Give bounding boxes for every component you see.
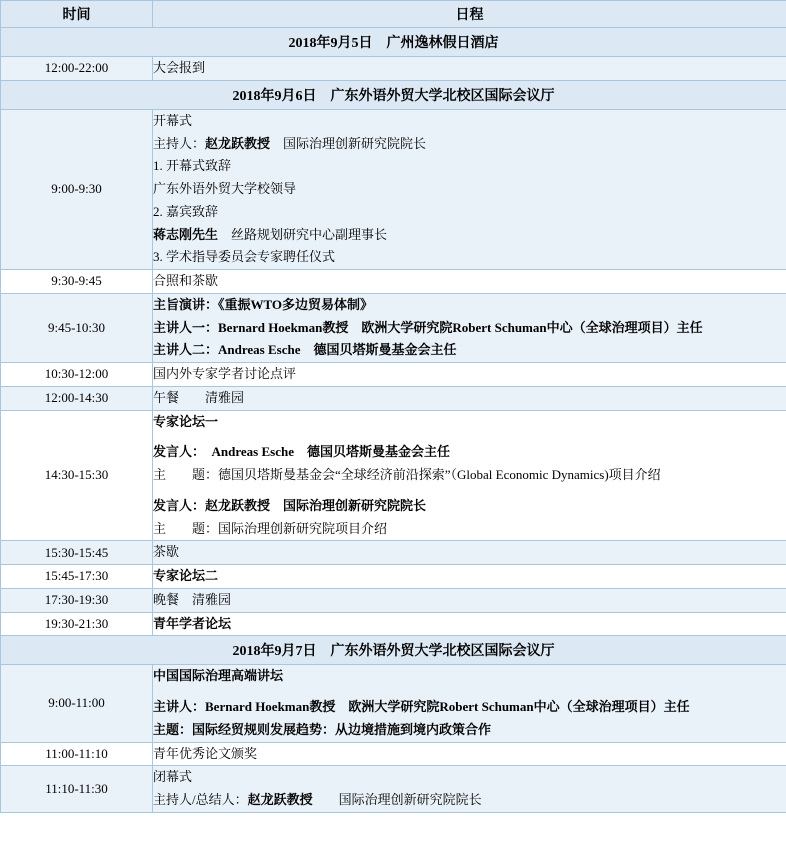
time-cell: 10:30-12:00: [1, 363, 153, 387]
program-line: 主 题：德国贝塔斯曼基金会“全球经济前沿探索”（Global Economic Dynamics)项目介绍: [153, 467, 661, 482]
time-cell: 9:30-9:45: [1, 270, 153, 294]
table-row: [1, 612, 786, 636]
time-cell: 15:45-17:30: [1, 565, 153, 589]
table-row: [1, 588, 786, 612]
program-cell: [153, 109, 786, 269]
program-cell: [153, 665, 786, 742]
program-line: 青年学者论坛: [153, 615, 232, 631]
program-cell: [153, 410, 786, 541]
header-row: [1, 1, 786, 28]
program-line: 大会报到: [153, 60, 206, 75]
program-line: 国内外专家学者讨论点评: [153, 366, 297, 381]
program-line: 开幕式: [153, 112, 193, 128]
program-line: 专家论坛二: [153, 568, 219, 583]
spacer: [153, 433, 786, 441]
program-cell: [153, 588, 786, 612]
spacer: [153, 688, 786, 696]
program-line: 主讲人：Bernard Hoekman教授 欧洲大学研究院Robert Schuman中心（全球治理项目）主任: [153, 699, 690, 714]
table-row: [1, 57, 786, 81]
time-cell: 14:30-15:30: [1, 410, 153, 541]
time-cell: 12:00-14:30: [1, 386, 153, 410]
session-header-row: [1, 28, 786, 57]
program-cell: [153, 363, 786, 387]
program-line: 主题：国际经贸规则发展趋势：从边境措施到境内政策合作: [153, 721, 492, 737]
table-row: [1, 541, 786, 565]
table-row: [1, 293, 786, 362]
program-line: 合照和茶歇: [153, 273, 219, 288]
time-cell: 9:00-9:30: [1, 109, 153, 269]
program-line: 主讲人二：Andreas Esche 德国贝塔斯曼基金会主任: [153, 342, 457, 358]
program-line: 青年优秀论文颁奖: [153, 745, 258, 761]
table-row: [1, 363, 786, 387]
time-cell: 17:30-19:30: [1, 588, 153, 612]
table-row: [1, 766, 786, 813]
column-header-time: 时间: [1, 1, 153, 28]
table-row: [1, 410, 786, 541]
program-line: 3. 学术指导委员会专家聘任仪式: [153, 249, 336, 265]
time-cell: 9:00-11:00: [1, 665, 153, 742]
table-row: [1, 109, 786, 269]
program-cell: [153, 270, 786, 294]
program-line: 主持人：赵龙跃教授 国际治理创新研究院院长: [153, 135, 427, 151]
program-line: 晚餐 清雅园: [153, 591, 232, 607]
time-cell: 9:45-10:30: [1, 293, 153, 362]
column-header-program: 日程: [153, 1, 786, 28]
program-line: 1. 开幕式致辞: [153, 158, 232, 174]
time-cell: 15:30-15:45: [1, 541, 153, 565]
table-row: [1, 565, 786, 589]
program-cell: [153, 541, 786, 565]
program-line: 闭幕式: [153, 769, 193, 785]
program-line: 中国国际治理高端讲坛: [153, 668, 284, 684]
program-cell: [153, 766, 786, 813]
program-line: 专家论坛一: [153, 413, 219, 429]
program-cell: [153, 386, 786, 410]
session-title: 2018年9月7日 广东外语外贸大学北校区国际会议厅: [1, 636, 786, 665]
program-line: 发言人： Andreas Esche 德国贝塔斯曼基金会主任: [153, 444, 450, 460]
program-line: 主持人/总结人：赵龙跃教授 国际治理创新研究院院长: [153, 792, 482, 807]
time-cell: 11:00-11:10: [1, 742, 153, 766]
table-row: [1, 270, 786, 294]
table-header: [1, 1, 786, 28]
program-line: 茶歇: [153, 544, 180, 560]
table-row: [1, 665, 786, 742]
program-cell: [153, 57, 786, 81]
program-cell: [153, 565, 786, 589]
spacer: [153, 487, 786, 495]
table-row: [1, 742, 786, 766]
program-line: 蒋志刚先生 丝路规划研究中心副理事长: [153, 226, 388, 242]
program-cell: [153, 742, 786, 766]
session-header-row: [1, 80, 786, 109]
program-line: 广东外语外贸大学校领导: [153, 181, 297, 196]
table-row: [1, 386, 786, 410]
program-line: 主 题：国际治理创新研究院项目介绍: [153, 520, 388, 536]
time-cell: 11:10-11:30: [1, 766, 153, 813]
program-line: 发言人：赵龙跃教授 国际治理创新研究院院长: [153, 497, 427, 513]
time-cell: 12:00-22:00: [1, 57, 153, 81]
program-line: 午餐 清雅园: [153, 389, 245, 405]
table-body: [1, 28, 786, 813]
session-header-row: [1, 636, 786, 665]
session-title: 2018年9月6日 广东外语外贸大学北校区国际会议厅: [1, 80, 786, 109]
time-cell: 19:30-21:30: [1, 612, 153, 636]
program-cell: [153, 612, 786, 636]
session-title: 2018年9月5日 广州逸林假日酒店: [1, 28, 786, 57]
program-line: 主讲人一：Bernard Hoekman教授 欧洲大学研究院Robert Schuman中心（全球治理项目）主任: [153, 319, 703, 335]
program-line: 2. 嘉宾致辞: [153, 203, 219, 219]
program-line: 主旨演讲：《重振WTO多边贸易体制》: [153, 296, 374, 312]
program-cell: [153, 293, 786, 362]
